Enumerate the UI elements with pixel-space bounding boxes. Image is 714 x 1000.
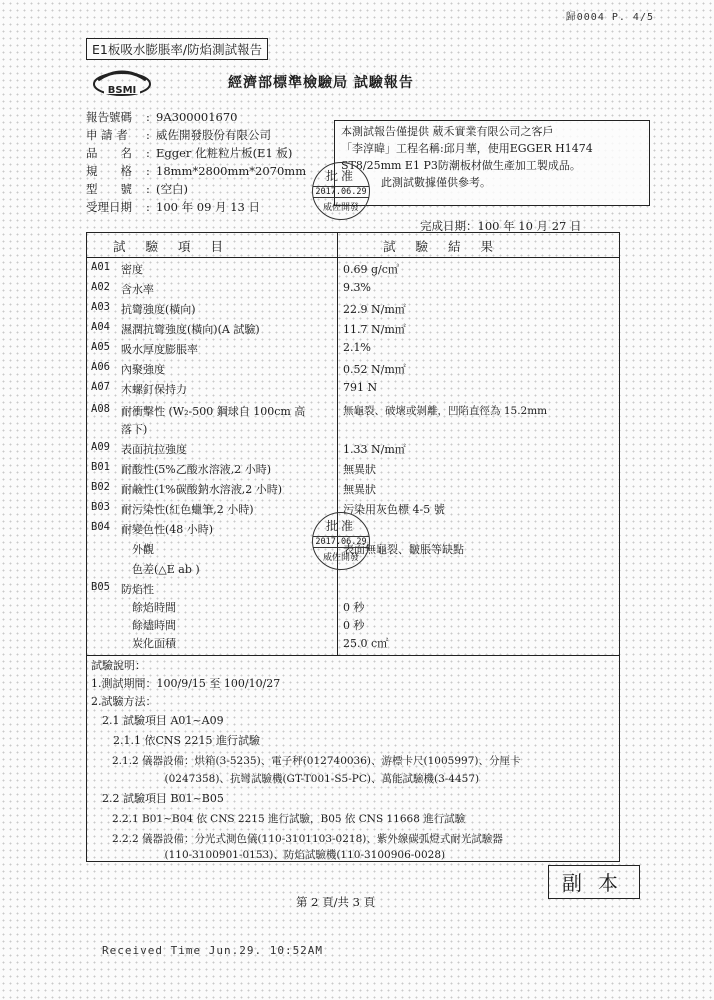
row-item: 抗彎強度(橫向) [121,303,196,316]
page-number: 第 2 頁/共 3 頁 [296,895,376,909]
table-row [87,461,619,479]
header-result: 試驗結果 [383,239,514,254]
row-result: 2.1% [343,341,371,354]
table-row [87,421,619,439]
notes-line: 2.1 試驗項目 A01~A09 [91,714,224,727]
meta-row: 規 格 : 18mm*2800mm*2070mm [86,164,307,178]
row-item: 落下) [121,423,148,436]
table-row [87,381,619,399]
meta-value: (空白) [156,182,188,196]
table-row [87,403,619,421]
notes-line: 1.測試期間：100/9/15 至 100/10/27 [91,677,281,690]
row-code: A08 [91,403,110,415]
row-item: 防焰性 [121,583,154,596]
row-result: 791 N [343,381,378,394]
meta-row: 型 號 : (空白) [86,182,188,196]
row-item: 餘焰時間 [121,601,176,614]
meta-value: 9A300001670 [156,110,238,124]
row-result: 污染用灰色標 4-5 號 [343,503,445,516]
table-row [87,341,619,359]
row-item: 密度 [121,263,143,276]
notes-line: 2.2 試驗項目 B01~B05 [91,792,224,805]
row-item: 表面抗拉強度 [121,443,187,456]
meta-label: 型 號 [86,182,132,196]
meta-label: 報告號碼 [86,110,132,124]
approval-stamp [312,512,370,570]
bsmi-logo-icon [92,66,152,98]
row-item: 耐鹼性(1%碳酸鈉水溶液,2 小時) [121,483,283,496]
meta-value: 威佐開發股份有限公司 [156,128,271,142]
row-item: 耐酸性(5%乙酸水溶液,2 小時) [121,463,272,476]
row-result: 0.69 g/c㎥ [343,263,399,276]
table-header [87,233,619,258]
row-code: A06 [91,361,110,373]
row-result: 25.0 c㎡ [343,637,389,650]
row-item: 含水率 [121,283,154,296]
notes-line: 2.2.2 儀器設備：分光式測色儀(110-3101103-0218)、紫外線碳弧燈式耐光試驗器 [91,833,503,845]
row-result: 無異狀 [343,463,376,476]
row-code: A05 [91,341,110,353]
row-result: 0 秒 [343,601,365,614]
bureau-report-title: 經濟部標準檢驗局 試驗報告 [228,75,414,91]
notes-line: (110-3100901-0153)、防焰試驗機(110-3100906-0028) [91,849,446,861]
completion-date: 完成日期：100 年 10 月 27 日 [420,219,582,233]
meta-label: 規 格 [86,164,132,178]
logo-text: BSMI [107,85,137,96]
row-item: 耐污染性(紅色蠟筆,2 小時) [121,503,254,516]
row-item: 外觀 [121,543,154,556]
row-item: 餘燼時間 [121,619,176,632]
row-item: 色差(△E ab ) [121,563,200,576]
row-result: 0 秒 [343,619,365,632]
row-code: B04 [91,521,110,533]
meta-row: 申 請 者 : 威佐開發股份有限公司 [86,128,271,142]
row-code: A03 [91,301,110,313]
meta-value: 100 年 09 月 13 日 [156,200,260,214]
stamp-bottom-text: 威佐開發 [322,203,359,213]
row-result: 無龜裂、破壞或剝離，凹陷直徑為 15.2mm [343,405,548,417]
row-result: 無異狀 [343,483,376,496]
fax-page-reference: 歸0004 P. 4/5 [565,12,654,23]
table-row [87,261,619,279]
row-result: 22.9 N/m㎡ [343,303,406,316]
note-line: 此測試數據僅供參考。 [381,176,491,189]
customer-note-box [334,120,650,206]
note-line: ST8/25mm E1 P3防潮板材做生產加工製成品。 [341,159,581,172]
stamp-top-text: 批准 [325,169,356,183]
table-row [87,361,619,379]
row-code: A09 [91,441,110,453]
meta-label: 品 名 [86,146,132,160]
notes-line: 2.2.1 B01~B04 依 CNS 2215 進行試驗，B05 依 CNS 11668 進行試驗 [91,813,466,825]
table-row [87,281,619,299]
row-item: 濕潤抗彎強度(橫向)(A 試驗) [121,323,260,336]
bsmi-logo [92,66,152,98]
row-item: 炭化面積 [121,637,176,650]
table-row [87,581,619,599]
meta-value: Egger 化粧粒片板(E1 板) [156,146,293,160]
copy-stamp: 副本 [548,865,640,899]
stamp-bottom-text: 威佐開發 [322,553,359,563]
row-item: 木螺釘保持力 [121,383,187,396]
table-row [87,441,619,459]
meta-label: 申 請 者 [86,128,128,142]
row-code: A02 [91,281,110,293]
row-item: 耐衝擊性 (W₂-500 鋼球自 100cm 高 [121,405,306,418]
meta-row: 報告號碼 : 9A300001670 [86,110,238,124]
table-row [87,599,619,617]
document-title-box: E1板吸水膨脹率/防焰測試報告 [86,38,268,60]
row-result: 表面無龜裂、皺脹等缺點 [343,543,464,556]
fax-received-time: Received Time Jun.29. 10:52AM [102,944,324,957]
table-row [87,321,619,339]
row-code: A04 [91,321,110,333]
meta-row: 品 名 : Egger 化粧粒片板(E1 板) [86,146,293,160]
table-row [87,635,619,653]
approval-stamp [312,162,370,220]
row-code: B05 [91,581,110,593]
note-line: 本測試報告僅提供 葳禾實業有限公司之客戶 [341,125,554,138]
note-line: 「李淳暐」工程名稱:邱月華，使用EGGER H1474 [341,142,593,155]
row-result: 0.52 N/m㎡ [343,363,406,376]
row-result: 11.7 N/m㎡ [343,323,406,336]
row-result: 1.33 N/m㎡ [343,443,406,456]
table-row [87,617,619,635]
row-item: 耐變色性(48 小時) [121,523,214,536]
header-item: 試驗項目 [113,239,244,254]
notes-line: (0247358)、抗彎試驗機(GT-T001-S5-PC)、萬能試驗機(3-4457) [91,773,480,785]
table-row [87,481,619,499]
row-item: 吸水厚度膨脹率 [121,343,198,356]
notes-line: 2.試驗方法： [91,695,157,708]
meta-row: 受理日期 : 100 年 09 月 13 日 [86,200,260,214]
stamp-date: 2017.06.29 [313,186,369,198]
row-result: 9.3% [343,281,371,294]
row-code: A07 [91,381,110,393]
notes-divider [87,655,619,656]
table-row [87,301,619,319]
row-code: B03 [91,501,110,513]
notes-line: 2.1.1 依CNS 2215 進行試驗 [91,734,261,747]
notes-line: 試驗說明： [91,659,146,672]
row-code: B01 [91,461,110,473]
row-item: 內聚強度 [121,363,165,376]
stamp-top-text: 批准 [325,519,356,533]
meta-value: 18mm*2800mm*2070mm [156,164,307,178]
stamp-date: 2017.06.29 [313,536,369,548]
notes-line: 2.1.2 儀器設備：烘箱(3-5235)、電子秤(012740036)、游標卡尺(1005997)、分厘卡 [91,755,521,767]
row-code: B02 [91,481,110,493]
row-code: A01 [91,261,110,273]
report-meta [86,108,306,216]
meta-label: 受理日期 [86,200,132,214]
